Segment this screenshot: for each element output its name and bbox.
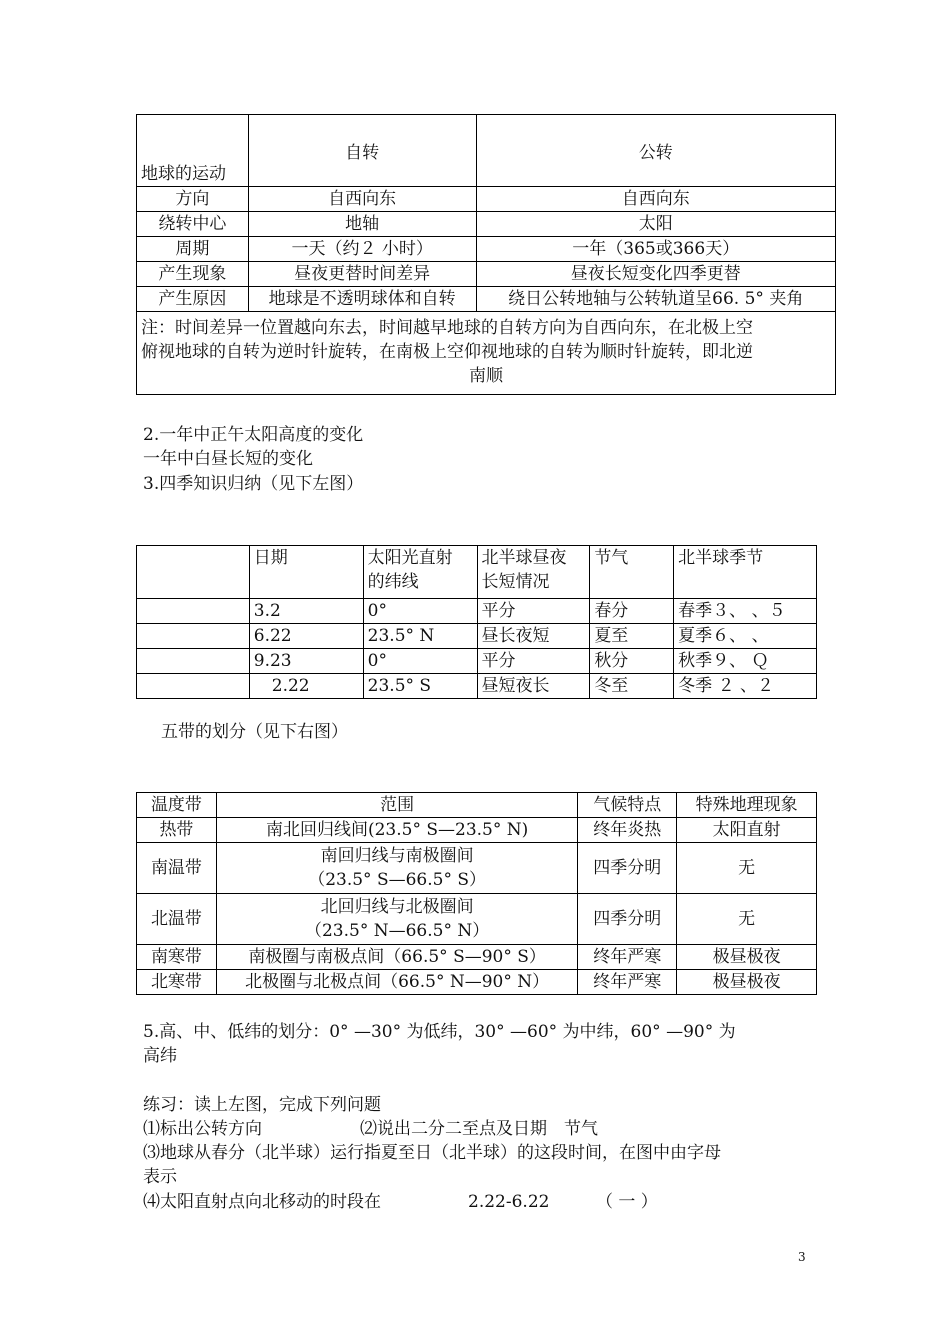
header-text: 的纬线 xyxy=(367,572,419,592)
table-note xyxy=(137,312,836,395)
table-cell: 极昼极夜 xyxy=(677,945,817,970)
table-row xyxy=(137,237,836,262)
header-text: 北半球昼夜 xyxy=(481,548,567,568)
table-cell: 自西向东 xyxy=(476,187,835,212)
column-header-climate: 气候特点 xyxy=(578,793,677,818)
table-cell: 春分 xyxy=(590,599,674,624)
table-cell: 一天（约２ 小时） xyxy=(248,237,476,262)
table-cell: 南北回归线间(23.5° S—23.5° N) xyxy=(216,818,577,843)
table-cell: 23.5° N xyxy=(363,624,477,649)
column-header-zone: 温度带 xyxy=(137,793,217,818)
header-text: 长短情况 xyxy=(481,572,550,592)
zone-label: 北寒带 xyxy=(137,970,217,995)
table-row xyxy=(137,312,836,395)
table-cell: 终年炎热 xyxy=(578,818,677,843)
column-header-daylength xyxy=(477,546,590,599)
table-cell: 南极圈与南极点间（66.5° S—90° S） xyxy=(216,945,577,970)
note-line: 注：时间差异一位置越向东去，时间越早地球的自转方向为自西向东，在北极上空 xyxy=(141,318,753,338)
table-cell: 四季分明 xyxy=(578,894,677,945)
table-row xyxy=(137,287,836,312)
zone-label: 南温带 xyxy=(137,843,217,894)
range-line: （23.5° S—66.5° S） xyxy=(308,870,487,890)
table-cell: 四季分明 xyxy=(578,843,677,894)
section-heading: 3.四季知识归纳（见下左图） xyxy=(143,474,364,494)
table-row xyxy=(137,674,817,699)
column-header-solar-term: 节气 xyxy=(590,546,674,599)
table-cell xyxy=(137,599,250,624)
answer-range: 2.22-6.22 xyxy=(468,1192,550,1212)
table-cell xyxy=(216,894,577,945)
table-cell: 6.22 xyxy=(249,624,363,649)
seasons-table xyxy=(136,545,817,699)
exercise-title: 练习：读上左图，完成下列问题 xyxy=(143,1095,381,1115)
table-row xyxy=(137,115,836,187)
table-cell: 秋分 xyxy=(590,649,674,674)
table-cell: 2.22 xyxy=(249,674,363,699)
table-cell: 3.2 xyxy=(249,599,363,624)
section-line: 5.高、中、低纬的划分：0° —30° 为低纬，30° —60° 为中纬，60° —90° 为 xyxy=(143,1022,736,1042)
table-row xyxy=(137,945,817,970)
range-line: 南回归线与南极圈间 xyxy=(320,846,474,866)
table-cell: 0° xyxy=(363,649,477,674)
table-row xyxy=(137,262,836,287)
table-cell: 自西向东 xyxy=(248,187,476,212)
exercise-question: ⑶地球从春分（北半球）运行指夏至日（北半球）的这段时间，在图中由字母 xyxy=(143,1143,721,1163)
table-cell xyxy=(137,674,250,699)
table-cell: 冬至 xyxy=(590,674,674,699)
table-row xyxy=(137,624,817,649)
exercise-question: 表示 xyxy=(143,1167,177,1187)
table-cell: 夏至 xyxy=(590,624,674,649)
table-cell: 昼夜更替时间差异 xyxy=(248,262,476,287)
table-cell: 太阳 xyxy=(476,212,835,237)
table-row xyxy=(137,546,817,599)
table-cell: 秋季９、 Ｑ xyxy=(674,649,817,674)
temperature-zones-table xyxy=(136,792,817,995)
column-header-range: 范围 xyxy=(216,793,577,818)
table-cell: 平分 xyxy=(477,649,590,674)
table-cell: 无 xyxy=(677,843,817,894)
table-cell xyxy=(137,546,250,599)
page-number: 3 xyxy=(798,1250,806,1264)
table-cell: 春季３、 、５ xyxy=(674,599,817,624)
zone-label: 南寒带 xyxy=(137,945,217,970)
table-cell: 9.23 xyxy=(249,649,363,674)
column-header-latitude xyxy=(363,546,477,599)
table-cell xyxy=(137,624,250,649)
table-cell: 夏季６、 、 xyxy=(674,624,817,649)
table-row xyxy=(137,212,836,237)
table-row xyxy=(137,793,817,818)
column-header-revolution: 公转 xyxy=(476,115,835,187)
zone-label: 北温带 xyxy=(137,894,217,945)
table-cell: 地球是不透明球体和自转 xyxy=(248,287,476,312)
table-cell: 昼短夜长 xyxy=(477,674,590,699)
table-row xyxy=(137,187,836,212)
answer-blank: （ 一 ） xyxy=(596,1192,658,1212)
row-label: 产生原因 xyxy=(137,287,249,312)
table-cell: 终年严寒 xyxy=(578,970,677,995)
row-label: 绕转中心 xyxy=(137,212,249,237)
table-row xyxy=(137,843,817,894)
column-header-date: 日期 xyxy=(249,546,363,599)
table-cell: 平分 xyxy=(477,599,590,624)
table-cell xyxy=(216,843,577,894)
table-cell: 一年（365或366天） xyxy=(476,237,835,262)
table-row xyxy=(137,970,817,995)
table-cell: 无 xyxy=(677,894,817,945)
table-row xyxy=(137,649,817,674)
section-line: 一年中白昼长短的变化 xyxy=(143,449,313,469)
section-line: 高纬 xyxy=(143,1046,177,1066)
exercise-question: ⑵说出二分二至点及日期 节气 xyxy=(360,1119,598,1139)
table-cell: 极昼极夜 xyxy=(677,970,817,995)
table-cell: 冬季 ２ 、２ xyxy=(674,674,817,699)
table-cell: 0° xyxy=(363,599,477,624)
table-cell: 太阳直射 xyxy=(677,818,817,843)
table-cell: 北极圈与北极点间（66.5° N—90° N） xyxy=(216,970,577,995)
table-cell xyxy=(137,649,250,674)
table-row xyxy=(137,818,817,843)
note-line: 南顺 xyxy=(469,366,503,386)
column-header-season: 北半球季节 xyxy=(674,546,817,599)
table-corner-label: 地球的运动 xyxy=(137,115,249,187)
range-line: （23.5° N—66.5° N） xyxy=(304,921,490,941)
note-line: 俯视地球的自转为逆时针旋转，在南极上空仰视地球的自转为顺时针旋转，即北逆 xyxy=(141,342,753,362)
range-line: 北回归线与北极圈间 xyxy=(320,897,474,917)
section-heading: 2.一年中正午太阳高度的变化 xyxy=(143,425,364,445)
table-cell: 终年严寒 xyxy=(578,945,677,970)
row-label: 方向 xyxy=(137,187,249,212)
table-row xyxy=(137,599,817,624)
row-label: 周期 xyxy=(137,237,249,262)
table-cell: 绕日公转地轴与公转轨道呈66. 5° 夹角 xyxy=(476,287,835,312)
exercise-question: ⑷太阳直射点向北移动的时段在 xyxy=(143,1192,381,1212)
table-cell: 23.5° S xyxy=(363,674,477,699)
header-text: 太阳光直射 xyxy=(367,548,453,568)
exercise-question: ⑴标出公转方向 xyxy=(143,1119,262,1139)
zone-label: 热带 xyxy=(137,818,217,843)
table-row xyxy=(137,894,817,945)
column-header-rotation: 自转 xyxy=(248,115,476,187)
row-label: 产生现象 xyxy=(137,262,249,287)
earth-motion-table xyxy=(136,114,836,395)
table-cell: 昼长夜短 xyxy=(477,624,590,649)
section-heading: 五带的划分（见下右图） xyxy=(161,722,348,742)
table-cell: 昼夜长短变化四季更替 xyxy=(476,262,835,287)
table-cell: 地轴 xyxy=(248,212,476,237)
column-header-phenomenon: 特殊地理现象 xyxy=(677,793,817,818)
